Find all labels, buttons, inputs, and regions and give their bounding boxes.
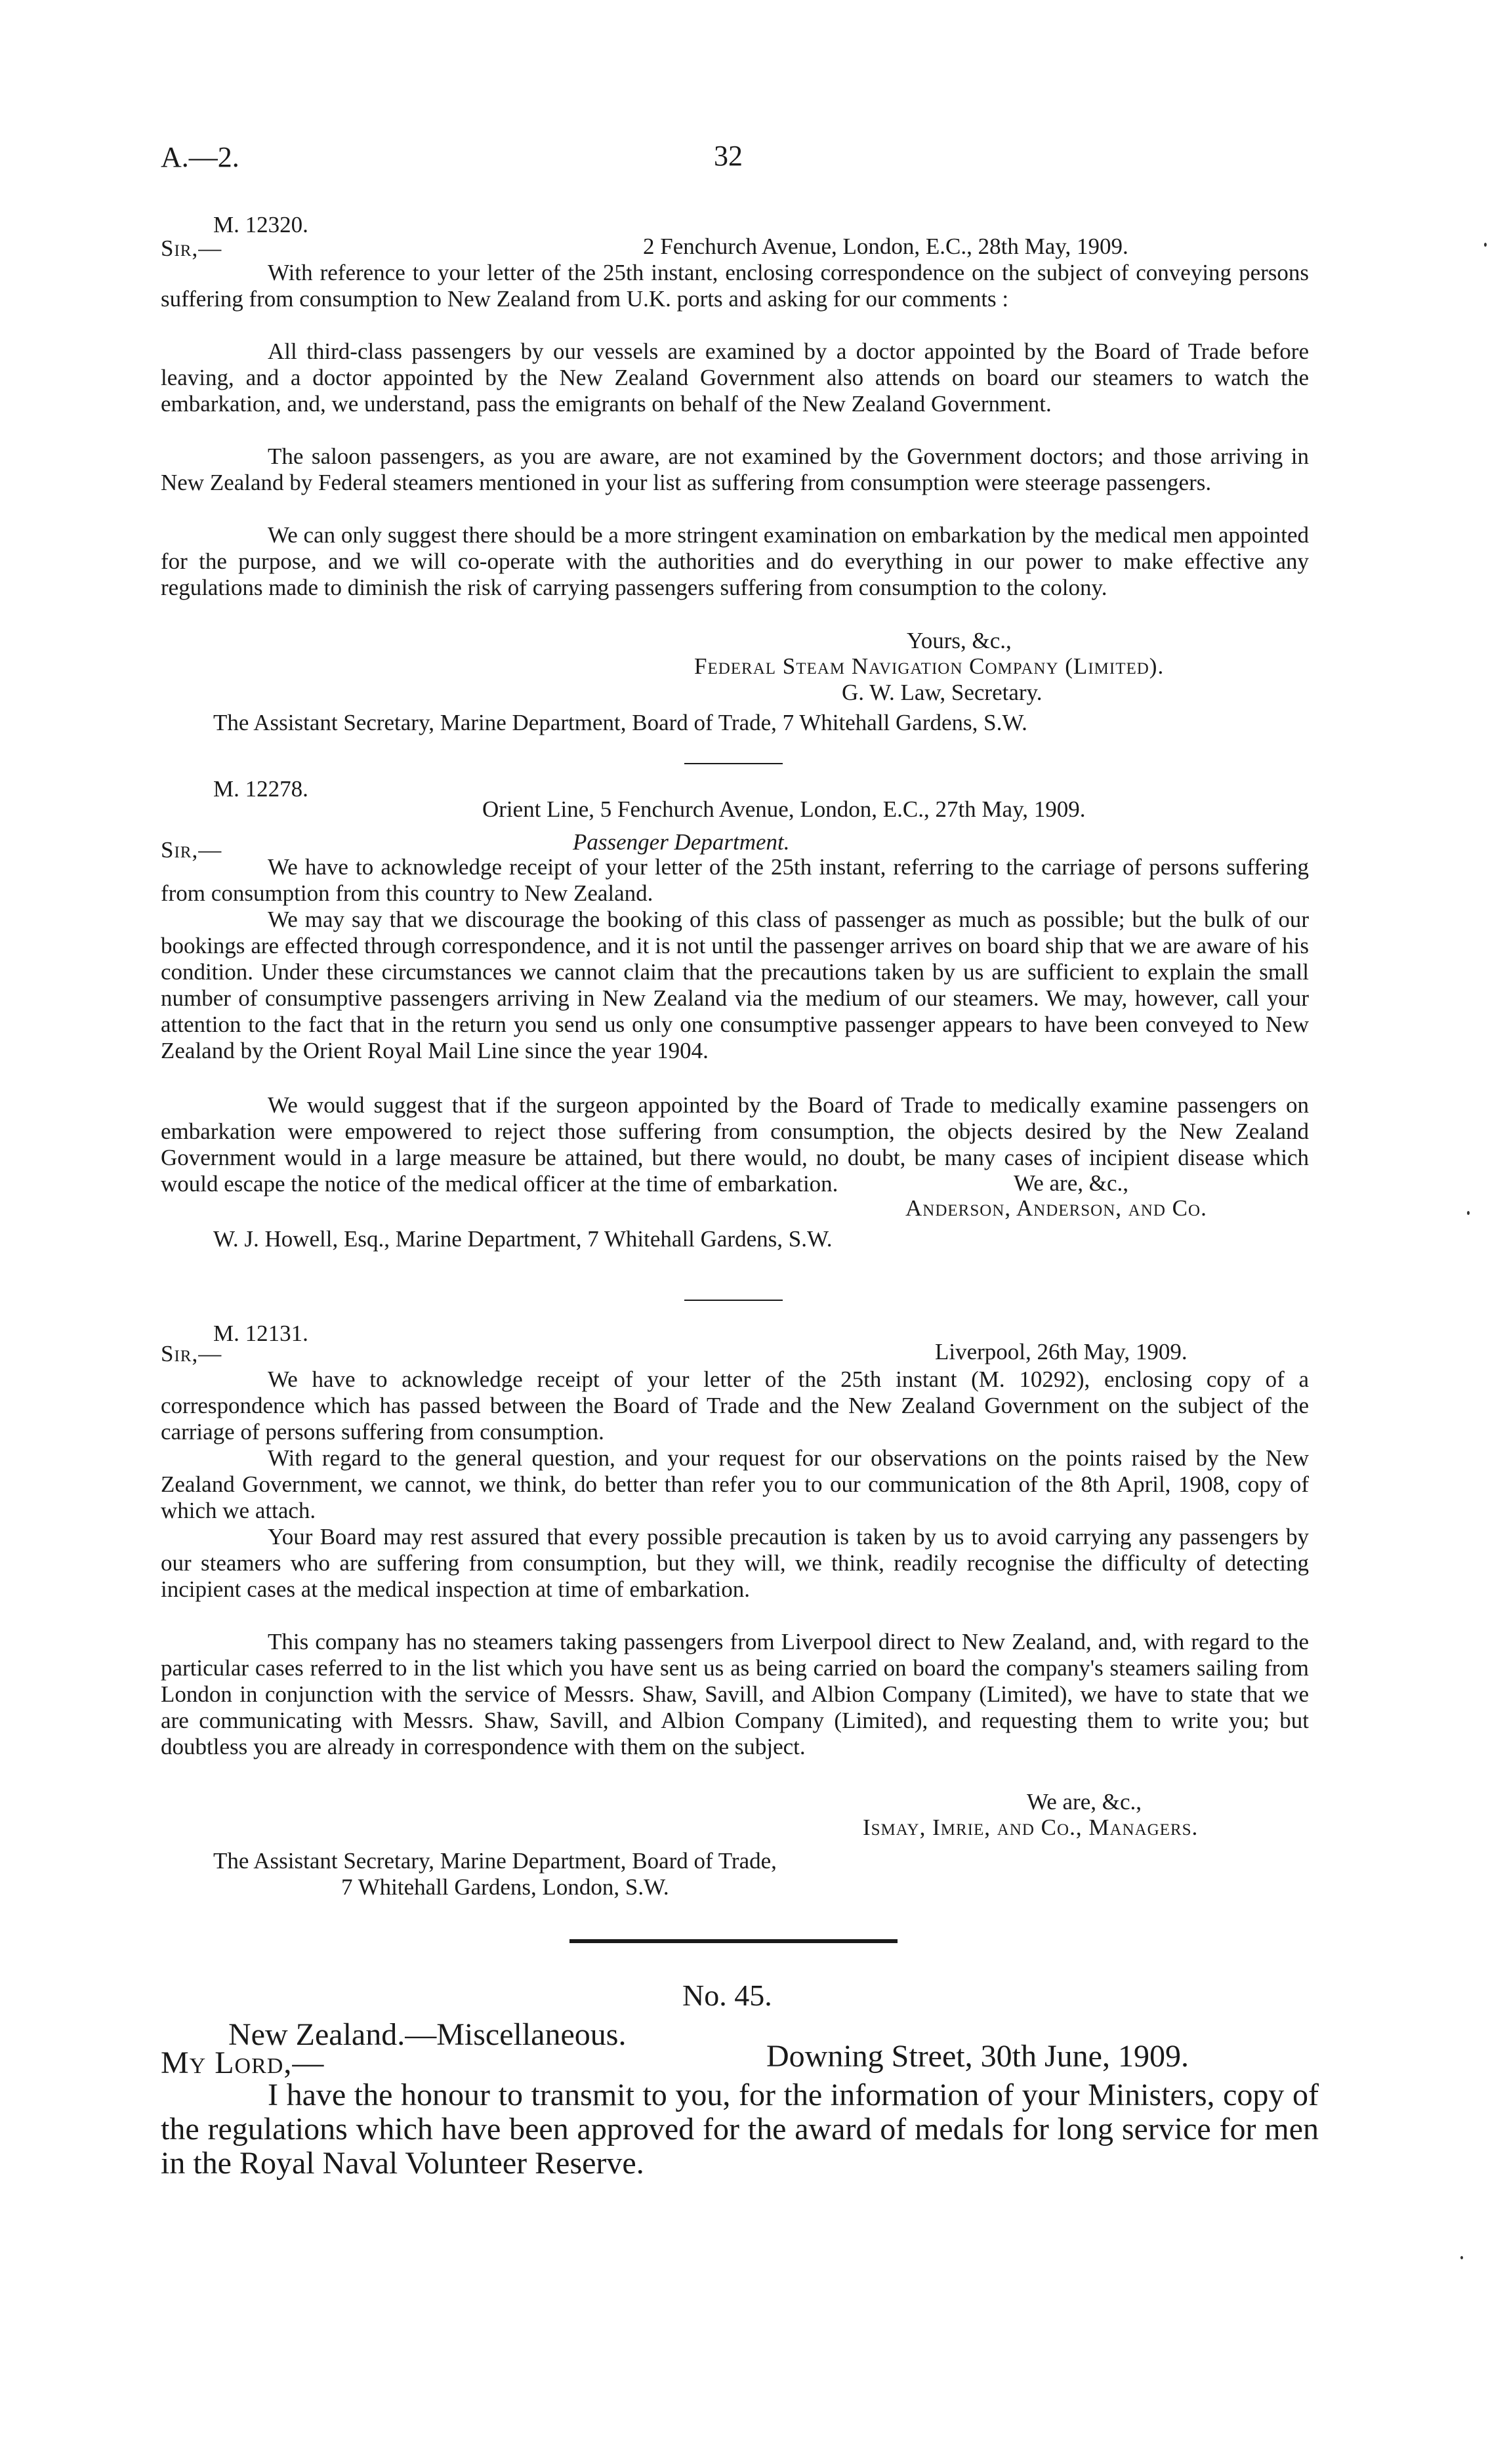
letter1-paragraph-1: With reference to your letter of the 25th instant, enclosing correspondence on the subject of conveying persons suffering from consumption to New Zealand from U.K. ports and asking for our comments :	[161, 260, 1309, 312]
separator-rule	[684, 763, 783, 764]
letter3-paragraph-3: Your Board may rest assured that every possible precaution is taken by us to avoid carrying any passengers by our steamers who are suffering from consumption, but they will, we think, readily recognise the difficulty of detecting incipient cases at the medical inspection at time of embarkation.	[161, 1524, 1309, 1602]
no45-salutation: My Lord,—	[161, 2045, 325, 2080]
letter2-closing: We are, &c.,	[1014, 1170, 1128, 1196]
letter1-paragraph-2: All third-class passengers by our vessels are examined by a doctor appointed by the Board of Trade before leaving, and a doctor appointed by the New Zealand Government also attends on board our steamers to watch the embarkation, and, we understand, pass the emigrants on behalf of the New Zealand Government.	[161, 339, 1309, 417]
letter1-signatory: G. W. Law, Secretary.	[842, 680, 1043, 705]
no45-address: Downing Street, 30th June, 1909.	[766, 2039, 1189, 2074]
no45-body: I have the honour to transmit to you, for the information of your Ministers, copy of the regulations which have been approved for the award of medals for long service for men in the Royal Naval Volunteer Reserve.	[161, 2078, 1319, 2181]
letter1-closing: Yours, &c.,	[907, 628, 1012, 653]
letter2-ref: M. 12278.	[213, 776, 308, 802]
letter1-ref: M. 12320.	[213, 212, 308, 237]
letter2-paragraph-2: We may say that we discourage the booking of this class of passenger as much as possible; but the bulk of our bookings are effected through correspondence, and it is not until the passenger arrives on board ship that we are aware of his condition. Under these circumstances we cannot claim that the precautions taken by us are sufficient to explain the small number of consumptive passengers arriving in New Zealand via the medium of our steamers. We may, however, call your attention to the fact that in the return you send us only one consumptive passenger appears to have been conveyed to New Zealand by the Orient Royal Mail Line since the year 1904.	[161, 907, 1309, 1063]
letter2-signatory: Anderson, Anderson, and Co.	[905, 1195, 1207, 1221]
letter1-addressee: The Assistant Secretary, Marine Department, Board of Trade, 7 Whitehall Gardens, S.W.	[213, 710, 1027, 735]
letter1-salutation: Sir,—	[161, 236, 222, 261]
separator-rule	[684, 1300, 783, 1301]
letter2-department: Passenger Department.	[573, 829, 790, 855]
letter2-addressee: W. J. Howell, Esq., Marine Department, 7 Whitehall Gardens, S.W.	[213, 1226, 833, 1252]
letter2-paragraph-1: We have to acknowledge receipt of your letter of the 25th instant, referring to the carriage of persons suffering from consumption from this country to New Zealand.	[161, 854, 1309, 906]
letter1-company: Federal Steam Navigation Company (Limited).	[694, 653, 1165, 679]
letter3-paragraph-1: We have to acknowledge receipt of your letter of the 25th instant (M. 10292), enclosing copy of a correspondence which has passed between the Board of Trade and the New Zealand Government on the subject of the carriage of persons suffering from consumption.	[161, 1366, 1309, 1445]
letter3-salutation: Sir,—	[161, 1341, 222, 1366]
letter1-paragraph-3: The saloon passengers, as you are aware, are not examined by the Government doctors; and those arriving in New Zealand by Federal steamers mentioned in your list as suffering from consumption were steerage passengers.	[161, 443, 1309, 495]
letter1-paragraph-4: We can only suggest there should be a more stringent examination on embarkation by the medical men appointed for the purpose, and we will co-operate with the authorities and do everything in our power to make effective any regulations made to diminish the risk of carrying passengers suffering from consumption to the colony.	[161, 522, 1309, 600]
letter3-signatory: Ismay, Imrie, and Co., Managers.	[863, 1815, 1199, 1840]
page-number: 32	[714, 140, 743, 172]
letter3-addressee-line2: 7 Whitehall Gardens, London, S.W.	[341, 1874, 669, 1900]
scan-speck	[1460, 2256, 1463, 2259]
letter3-address: Liverpool, 26th May, 1909.	[935, 1339, 1188, 1365]
letter1-address: 2 Fenchurch Avenue, London, E.C., 28th May, 1909.	[643, 234, 1128, 259]
letter3-ref: M. 12131.	[213, 1321, 308, 1346]
section-label: A.—2.	[161, 141, 239, 173]
letter3-closing: We are, &c.,	[1027, 1789, 1142, 1815]
letter3-addressee-line1: The Assistant Secretary, Marine Department, Board of Trade,	[213, 1848, 777, 1874]
scan-speck	[1467, 1211, 1470, 1215]
scan-speck	[1484, 243, 1487, 247]
letter2-salutation: Sir,—	[161, 837, 222, 863]
no45-subject: New Zealand.—Miscellaneous.	[228, 2017, 627, 2052]
letter2-paragraph-3: We would suggest that if the surgeon appointed by the Board of Trade to medically examine passengers on embarkation were empowered to reject those suffering from consumption, the objects desired by the New Zealand Government would in a large measure be attained, but there would, no doubt, be many cases of incipient disease which would escape the notice of the medical officer at the time of embarkation.	[161, 1092, 1309, 1197]
letter3-paragraph-2: With regard to the general question, and your request for our observations on the points raised by the New Zealand Government, we cannot, we think, do better than refer you to our communication of the 8th April, 1908, copy of which we attach.	[161, 1445, 1309, 1523]
document-number: No. 45.	[682, 1979, 772, 2012]
letter3-paragraph-4: This company has no steamers taking passengers from Liverpool direct to New Zealand, and, with regard to the particular cases referred to in the list which you have sent us as being carried on board the company's steamers sailing from London in conjunction with the service of Messrs. Shaw, Savill, and Albion Company (Limited), we have to state that we are communicating with Messrs. Shaw, Savill, and Albion Company (Limited), and requesting them to write you; but doubtless you are already in correspondence with them on the subject.	[161, 1629, 1309, 1759]
letter2-address: Orient Line, 5 Fenchurch Avenue, London, E.C., 27th May, 1909.	[482, 796, 1086, 822]
section-divider	[569, 1939, 898, 1943]
